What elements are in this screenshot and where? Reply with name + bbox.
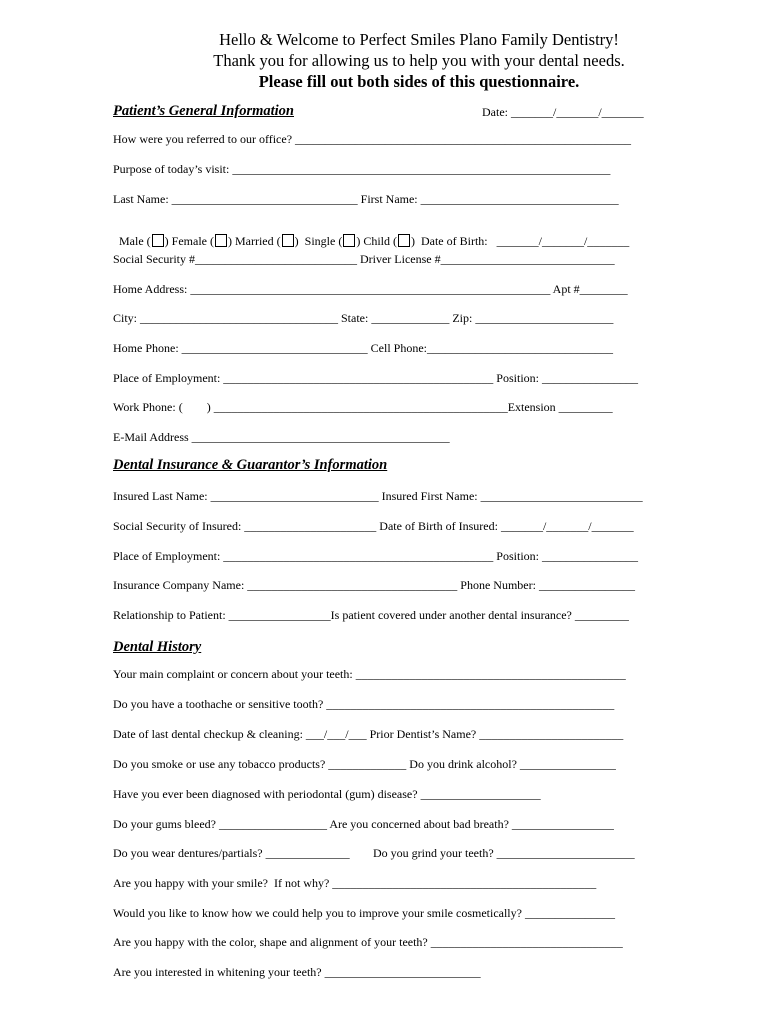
history-question[interactable]: Are you interested in whitening your teeth? __________________________ [113,965,481,979]
ssn-license-fields[interactable]: Social Security #___________________________ Driver License #_____________________________ [113,252,615,266]
child-checkbox[interactable] [398,234,410,247]
insured-employment-fields[interactable]: Place of Employment: _____________________________________________ Position: ________________ [113,549,638,563]
date-field[interactable]: Date: _______/_______/_______ [482,105,644,119]
name-fields[interactable]: Last Name: _______________________________ First Name: _________________________________ [113,192,619,206]
history-question[interactable]: Date of last dental checkup & cleaning: ___/___/___ Prior Dentist’s Name? ________________________ [113,727,624,741]
married-checkbox[interactable] [282,234,294,247]
welcome-heading: Hello & Welcome to Perfect Smiles Plano Family Dentistry! [219,30,619,49]
female-checkbox[interactable] [215,234,227,247]
insured-name-fields[interactable]: Insured Last Name: ____________________________ Insured First Name: ___________________________ [113,489,643,503]
married-label: Married [234,234,274,248]
referral-field[interactable]: How were you referred to our office? ________________________________________________________ [113,132,632,146]
insurance-heading: Dental Insurance & Guarantor’s Information [113,457,388,473]
email-field[interactable]: E-Mail Address ___________________________________________ [113,430,450,444]
insured-ssn-dob-fields[interactable]: Social Security of Insured: ______________________ Date of Birth of Insured: _______/_______/_______ [113,519,634,533]
insurance-company-fields[interactable]: Insurance Company Name: ___________________________________ Phone Number: ________________ [113,578,635,592]
single-label: Single [304,234,336,248]
general-info-heading: Patient’s General Information [113,103,294,119]
instructions-line: Please fill out both sides of this questionnaire. [258,72,580,91]
city-state-zip-fields[interactable]: City: _________________________________ State: _____________ Zip: _______________________ [113,311,614,325]
dob-field[interactable]: Date of Birth: _______/_______/_______ [420,234,630,248]
female-label: Female [171,234,207,248]
history-question[interactable]: Do you have a toothache or sensitive tooth? ________________________________________________ [113,697,615,711]
male-checkbox[interactable] [152,234,164,247]
thank-you-line: Thank you for allowing us to help you with your dental needs. [213,51,625,70]
home-address-field[interactable]: Home Address: ____________________________________________________________ Apt #________ [113,282,628,296]
visit-purpose-field[interactable]: Purpose of today’s visit: _______________________________________________________________ [113,162,611,176]
history-question[interactable]: Do your gums bleed? __________________ Are you concerned about bad breath? _________________ [113,817,614,831]
history-question[interactable]: Have you ever been diagnosed with periodontal (gum) disease? ____________________ [113,787,541,801]
history-question[interactable]: Would you like to know how we could help you to improve your smile cosmetically? _______________ [113,906,615,920]
relationship-fields[interactable]: Relationship to Patient: _________________Is patient covered under another dental insurance? _________ [113,608,629,622]
dental-history-heading: Dental History [113,639,202,655]
history-question[interactable]: Do you grind your teeth? _______________________ [373,846,635,860]
history-question[interactable]: Are you happy with the color, shape and alignment of your teeth? ________________________________ [113,935,623,949]
employment-fields[interactable]: Place of Employment: _____________________________________________ Position: ________________ [113,371,638,385]
history-question[interactable]: Your main complaint or concern about your teeth: _____________________________________________ [113,667,626,681]
work-phone-field[interactable]: Work Phone: ( ) _________________________________________________Extension _________ [113,400,613,414]
history-question[interactable]: Do you smoke or use any tobacco products? _____________ Do you drink alcohol? ________________ [113,757,616,771]
phone-fields[interactable]: Home Phone: _______________________________ Cell Phone:_______________________________ [113,341,613,355]
male-label: Male [119,234,144,248]
single-checkbox[interactable] [343,234,355,247]
history-question[interactable]: Do you wear dentures/partials? ______________ [113,846,350,860]
status-row: Male ( ) Female ( ) Married ( ) Single ( ) Child ( ) Date of Birth: _______/_______/_______ [119,234,630,248]
child-label: Child [363,234,390,248]
history-question[interactable]: Are you happy with your smile? If not why? ____________________________________________ [113,876,597,890]
